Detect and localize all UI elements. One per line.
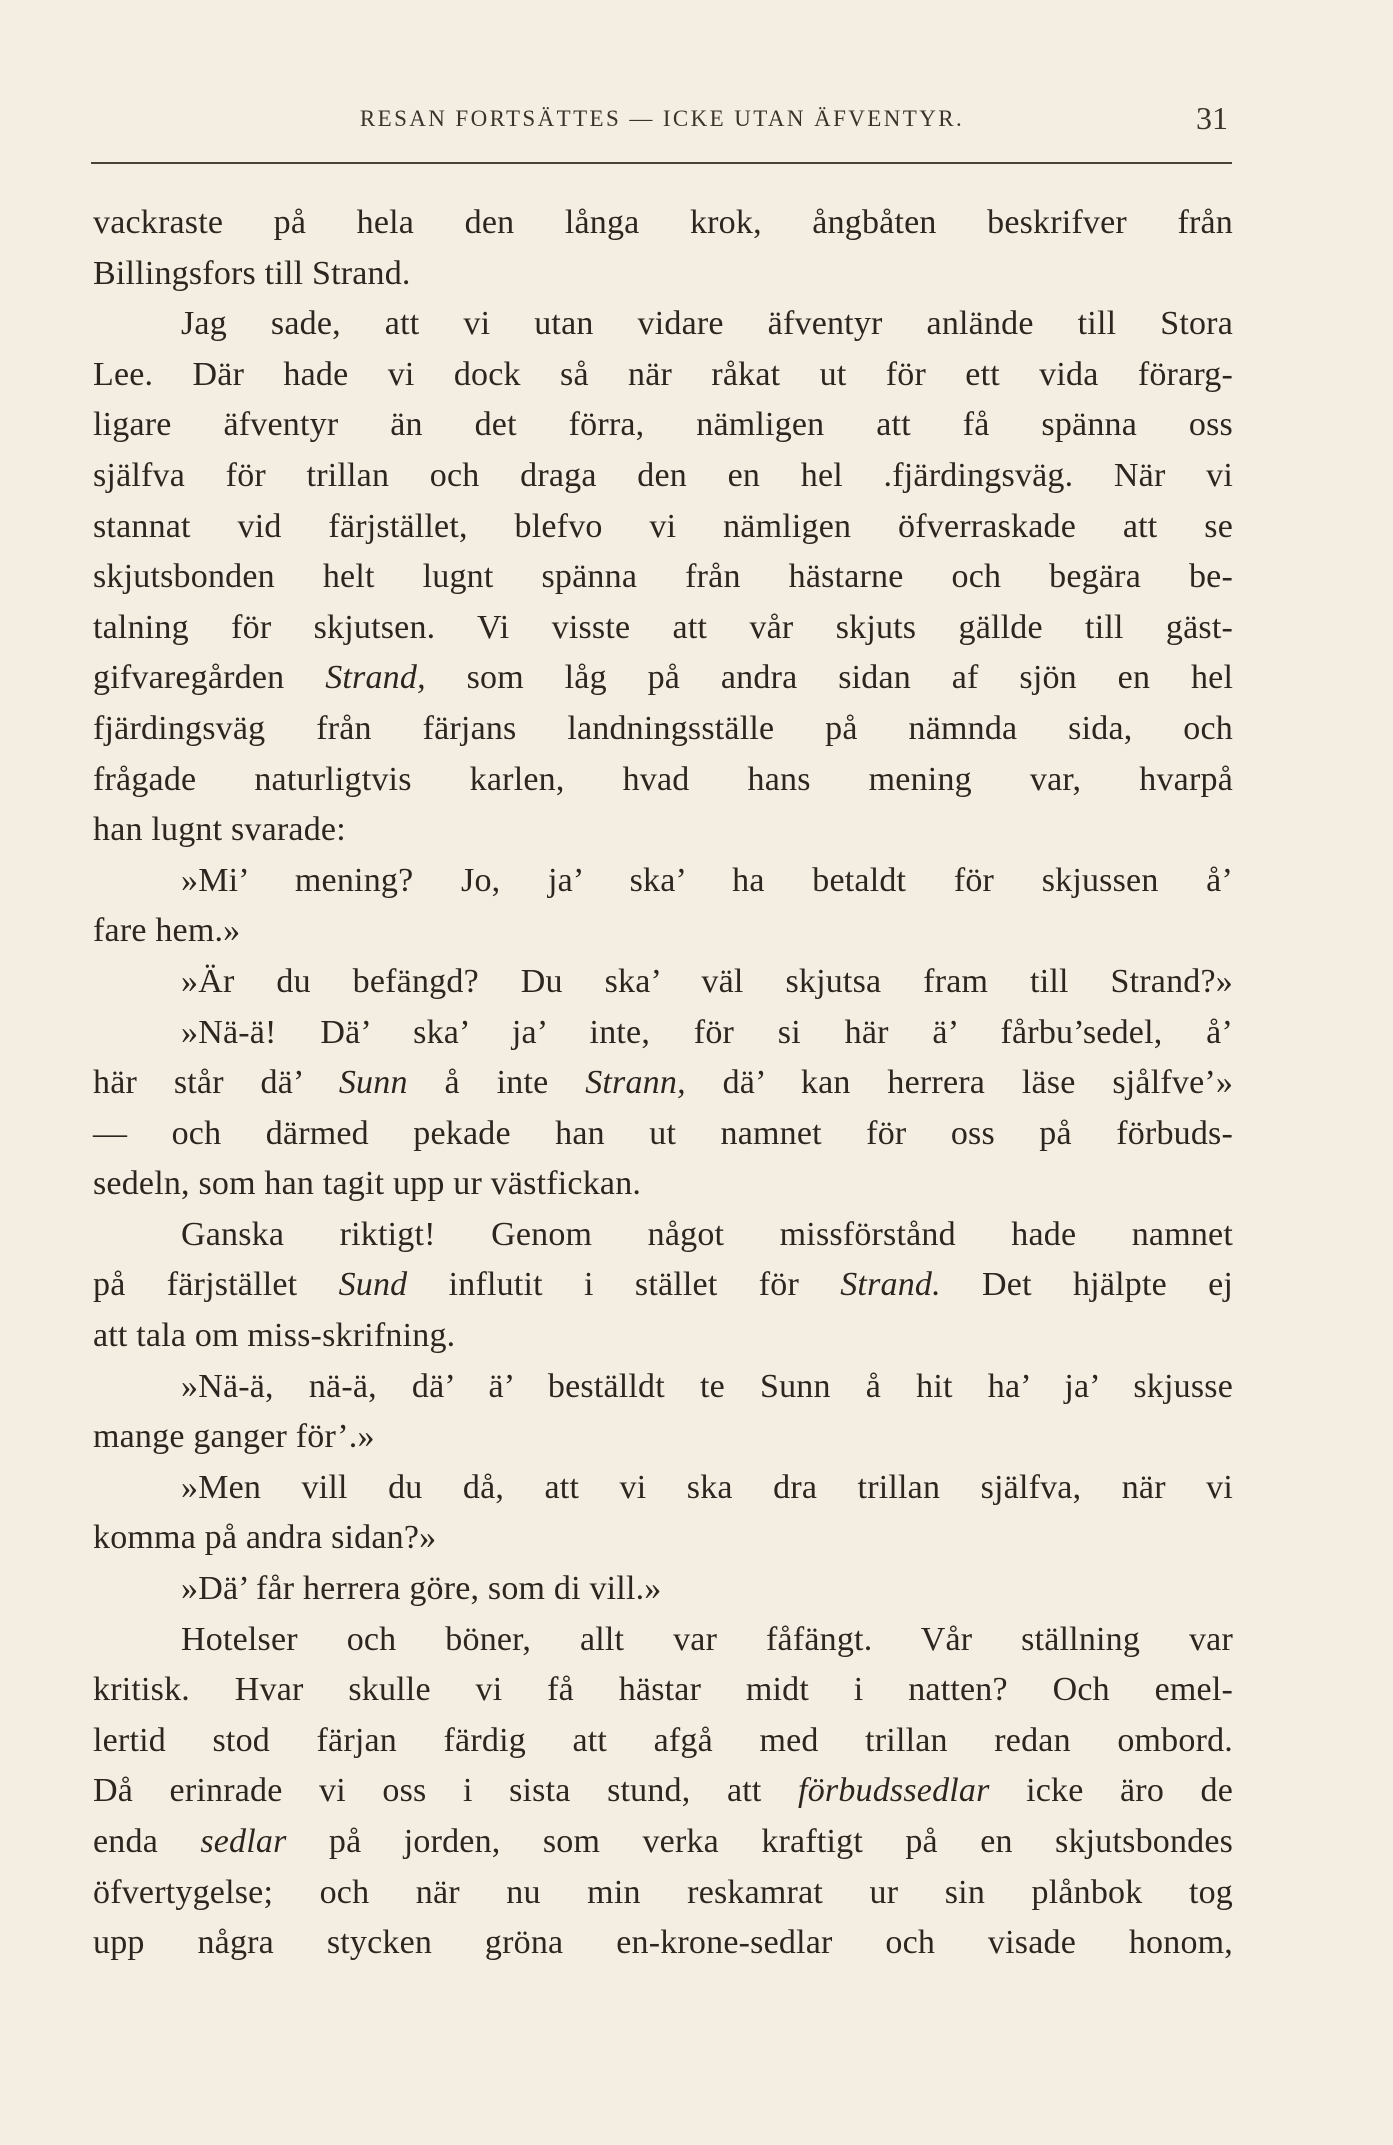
running-head: RESAN FORTSÄTTES — ICKE UTAN ÄFVENTYR. <box>359 106 965 131</box>
text-line: fare hem.» <box>93 912 241 950</box>
text-line: här står dä’ Sunn å inte Strann, dä’ kan herrera läse sjålfve’» <box>93 1064 1234 1102</box>
text-line: Då erinrade vi oss i sista stund, att förbudssedlar icke äro de <box>93 1772 1234 1810</box>
text-line: ligare äfventyr än det förra, nämligen att få spänna oss <box>93 406 1233 444</box>
text-line: Jag sade, att vi utan vidare äfventyr anlände till Stora <box>181 305 1233 343</box>
text-line: fjärdingsväg från färjans landningsställe på nämnda sida, och <box>93 709 1233 747</box>
text-line: skjutsbonden helt lugnt spänna från hästarne och begära be- <box>93 558 1233 596</box>
page-header <box>96 100 1228 140</box>
text-line: Lee. Där hade vi dock så när råkat ut för ett vida förarg- <box>93 355 1233 393</box>
text-line: talning för skjutsen. Vi visste att vår skjuts gällde till gäst- <box>93 608 1233 646</box>
text-line: han lugnt svarade: <box>93 811 346 849</box>
text-line: Ganska riktigt! Genom något missförstånd hade namnet <box>181 1215 1233 1253</box>
text-line: »Nä-ä! Dä’ ska’ ja’ inte, för si här ä’ fårbu’sedel, å’ <box>181 1013 1233 1051</box>
text-line: Hotelser och böner, allt var fåfängt. Vår ställning var <box>181 1620 1233 1658</box>
text-line: vackraste på hela den långa krok, ångbåten beskrifver från <box>93 204 1233 241</box>
text-line: komma på andra sidan?» <box>93 1519 437 1557</box>
text-line: på färjstället Sund influtit i stället för Strand. Det hjälpte ej <box>93 1266 1234 1304</box>
text-line: upp några stycken gröna en-krone-sedlar och visade honom, <box>93 1924 1233 1962</box>
text-line: gifvaregården Strand, som låg på andra sidan af sjön en hel <box>93 659 1234 697</box>
text-line: Billingsfors till Strand. <box>93 254 411 292</box>
text-line: stannat vid färjstället, blefvo vi nämligen öfverraskade att se <box>93 507 1233 545</box>
text-line: »Mi’ mening? Jo, ja’ ska’ ha betaldt för skjussen å’ <box>181 861 1233 899</box>
text-line: att tala om miss-skrifning. <box>93 1317 456 1355</box>
page-number: 31 <box>1196 100 1228 136</box>
text-line: »Men vill du då, att vi ska dra trillan själfva, när vi <box>181 1468 1233 1506</box>
text-line: »Dä’ får herrera göre, som di vill.» <box>181 1570 662 1608</box>
header-rule <box>91 162 1232 164</box>
body-text <box>93 198 1233 1969</box>
text-line: »Är du befängd? Du ska’ väl skjutsa fram till Strand?» <box>181 962 1233 1000</box>
text-line: lertid stod färjan färdig att afgå med trillan redan ombord. <box>93 1721 1233 1759</box>
text-line: mange ganger för’.» <box>93 1418 375 1456</box>
text-line: kritisk. Hvar skulle vi få hästar midt i natten? Och emel- <box>93 1671 1233 1709</box>
text-line: frågade naturligtvis karlen, hvad hans mening var, hvarpå <box>93 760 1233 798</box>
text-line: enda sedlar på jorden, som verka kraftigt på en skjutsbondes <box>93 1823 1234 1860</box>
text-line: sedeln, som han tagit upp ur västfickan. <box>93 1165 642 1203</box>
text-line: själfva för trillan och draga den en hel .fjärdingsväg. När vi <box>93 456 1233 494</box>
text-line: — och därmed pekade han ut namnet för oss på förbuds- <box>93 1114 1233 1152</box>
text-line: »Nä-ä, nä-ä, dä’ ä’ beställdt te Sunn å hit ha’ ja’ skjusse <box>181 1367 1233 1405</box>
text-line: öfvertygelse; och när nu min reskamrat ur sin plånbok tog <box>93 1873 1233 1911</box>
